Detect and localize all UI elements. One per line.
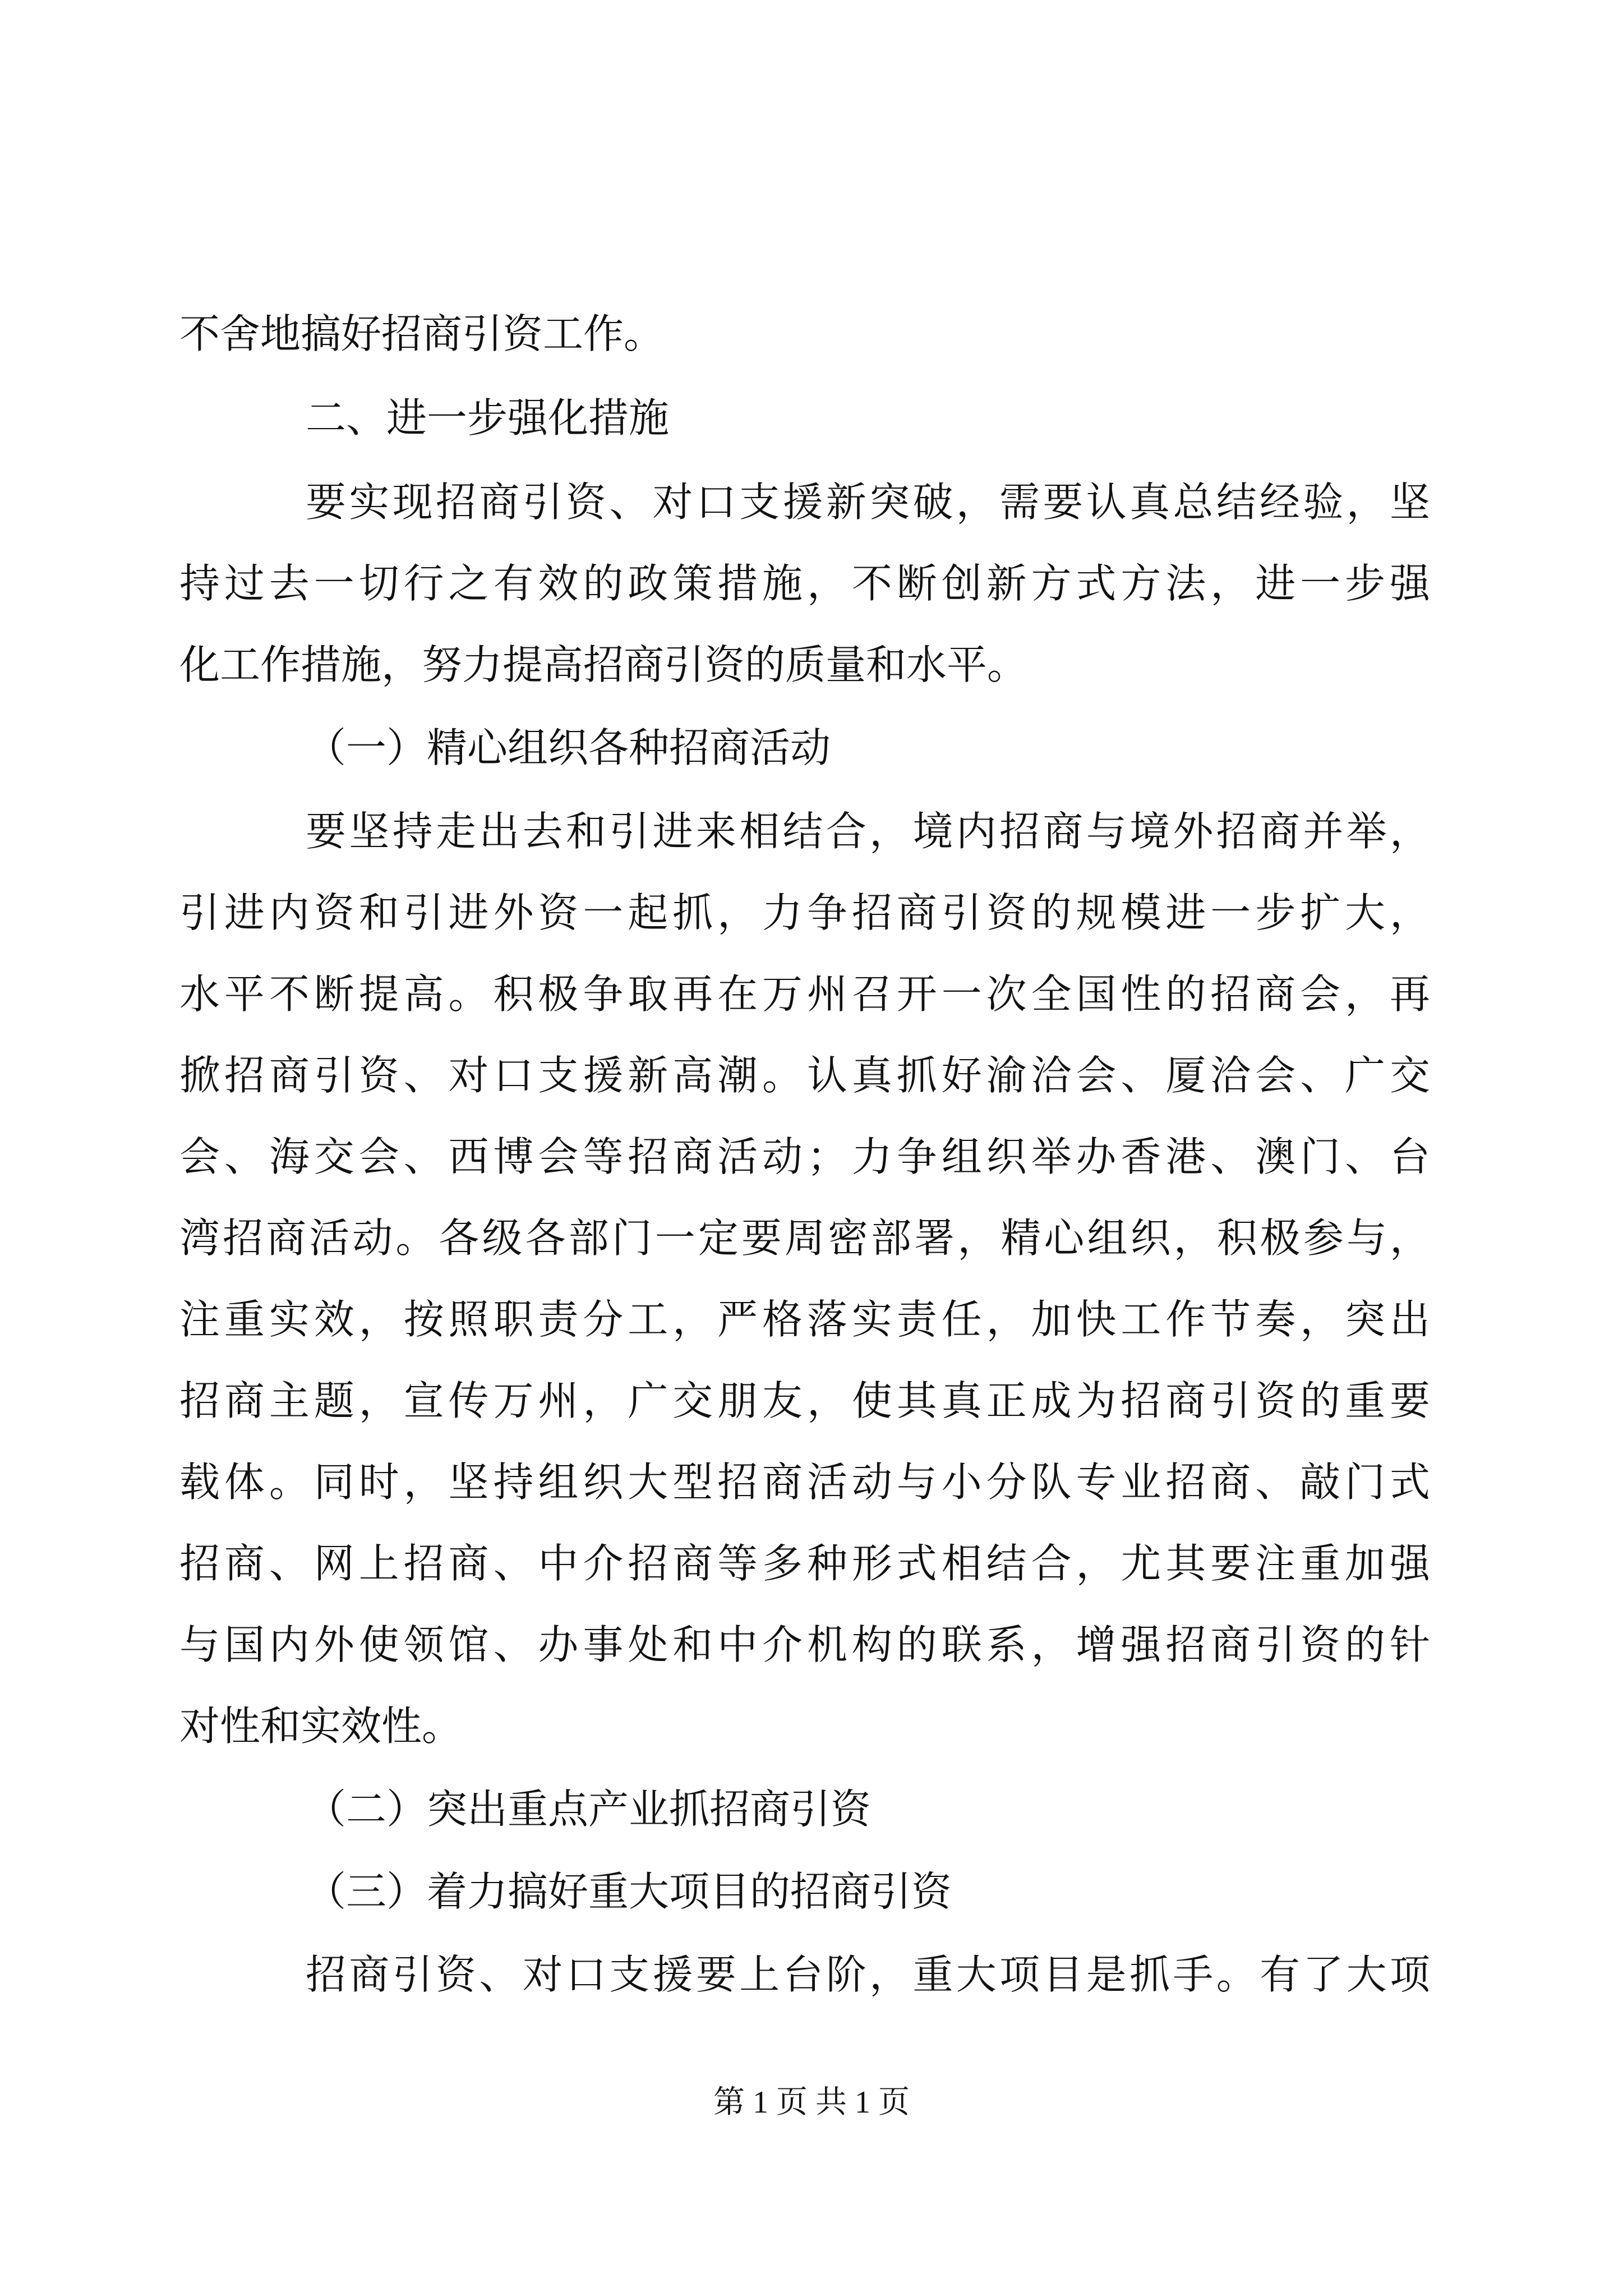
paragraph-line: 要实现招商引资、对口支援新突破，需要认真总结经验，坚 xyxy=(306,478,1430,526)
paragraph-line: 招商主题，宣传万州，广交朋友，使其真正成为招商引资的重要 xyxy=(179,1377,1430,1424)
paragraph-line: 不舍地搞好招商引资工作。 xyxy=(179,310,665,357)
paragraph-line: 注重实效，按照职责分工，严格落实责任，加快工作节奏，突出 xyxy=(179,1296,1430,1343)
paragraph-line: 招商、网上招商、中介招商等多种形式相结合，尤其要注重加强 xyxy=(179,1540,1430,1587)
subsection-heading: （二）突出重点产业抓招商引资 xyxy=(306,1786,872,1833)
paragraph-line: 水平不断提高。积极争取再在万州召开一次全国性的招商会，再 xyxy=(179,970,1430,1018)
page-number-footer: 第 1 页 共 1 页 xyxy=(713,2085,910,2120)
paragraph-line: 与国内外使领馆、办事处和中介机构的联系，增强招商引资的针 xyxy=(179,1621,1430,1668)
paragraph-line: 要坚持走出去和引进来相结合，境内招商与境外招商并举， xyxy=(306,808,1430,855)
paragraph-line: 引进内资和引进外资一起抓，力争招商引资的规模进一步扩大， xyxy=(179,889,1430,936)
section-heading: 二、进一步强化措施 xyxy=(306,394,670,441)
paragraph-line: 招商引资、对口支援要上台阶，重大项目是抓手。有了大项 xyxy=(306,1951,1430,1998)
paragraph-line: 载体。同时，坚持组织大型招商活动与小分队专业招商、敲门式 xyxy=(179,1458,1430,1506)
paragraph-line: 持过去一切行之有效的政策措施，不断创新方式方法，进一步强 xyxy=(179,560,1430,607)
paragraph-line: 会、海交会、西博会等招商活动；力争组织举办香港、澳门、台 xyxy=(179,1133,1430,1180)
subsection-heading: （一）精心组织各种招商活动 xyxy=(306,724,831,771)
paragraph-line: 掀招商引资、对口支援新高潮。认真抓好渝洽会、厦洽会、广交 xyxy=(179,1052,1430,1099)
paragraph-line: 对性和实效性。 xyxy=(179,1703,463,1750)
subsection-heading: （三）着力搞好重大项目的招商引资 xyxy=(306,1868,952,1915)
paragraph-line: 化工作措施，努力提高招商引资的质量和水平。 xyxy=(179,641,1028,688)
paragraph-line: 湾招商活动。各级各部门一定要周密部署，精心组织，积极参与， xyxy=(179,1214,1430,1262)
